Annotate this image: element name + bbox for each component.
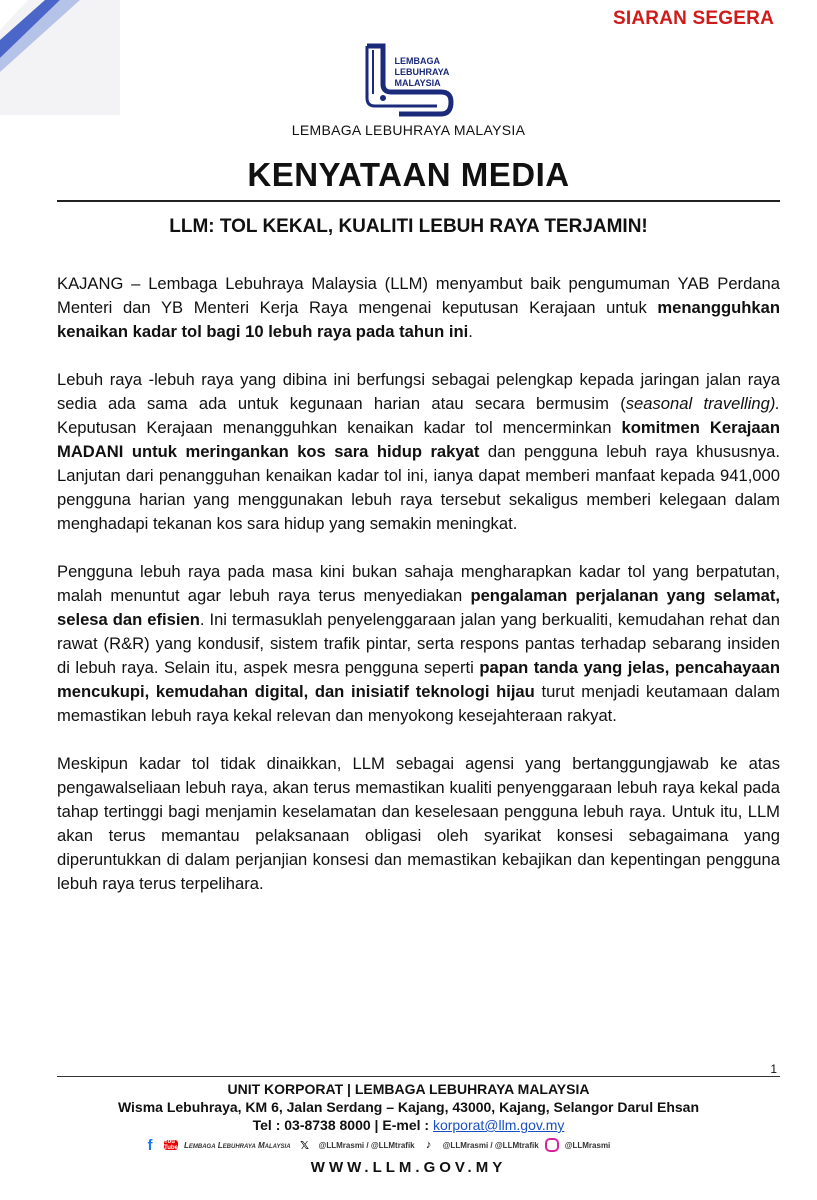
email-link[interactable]: korporat@llm.gov.my	[432, 1117, 565, 1133]
instagram-handle[interactable]: @LLMrasmi	[564, 1140, 611, 1150]
p3-text-2: . Ini termasuklah penyelenggaraan jalan yang berkualiti, kemudahan rehat dan rawat (R&R) yang kondusif, sistem trafik pintar, serta respons pantas terhadap sebarang insiden di lebuh raya. Selain itu, aspek mesra pengguna seperti	[57, 610, 780, 677]
p2-bold: komitmen Kerajaan MADANI untuk meringankan kos sara hidup rakyat	[57, 418, 780, 461]
title-divider	[57, 200, 780, 202]
p3-text: Pengguna lebuh raya pada masa kini bukan sahaja mengharapkan kadar tol yang berpatutan, malah menuntut agar lebuh raya terus menyediakan	[57, 562, 780, 605]
org-name: LEMBAGA LEBUHRAYA MALAYSIA	[291, 122, 526, 138]
facebook-icon[interactable]: f	[147, 1136, 153, 1154]
paragraph-2	[57, 368, 780, 536]
p2-text-3: dan pengguna lebuh raya khususnya. Lanjutan dari penangguhan kenaikan kadar tol ini, ianya dapat memberi manfaat kepada 941,000 pengguna harian yang menggunakan lebuh raya tersebut sekaligus memberi kelegaan dalam menghadapi tekanan kos sara hidup yang semakin meningkat.	[57, 442, 780, 533]
footer-unit: UNIT KORPORAT | LEMBAGA LEBUHRAYA MALAYSIA	[227, 1081, 590, 1097]
tiktok-handle[interactable]: @LLMrasmi / @LLMtrafik	[442, 1140, 539, 1150]
x-icon[interactable]: 𝕏	[300, 1139, 309, 1152]
press-release-tag: SIARAN SEGERA	[613, 8, 774, 29]
p2-italic: seasonal travelling).	[625, 394, 781, 413]
logo-text	[395, 56, 450, 89]
p3-text-3: turut menjadi keutamaan dalam memastikan lebuh raya kekal relevan dan menyokong kesejahteraan rakyat.	[57, 682, 780, 725]
tiktok-icon[interactable]: ♪	[425, 1139, 432, 1151]
page-number: 1	[770, 1062, 777, 1076]
footer-contact	[0, 1117, 817, 1133]
p1-end: .	[468, 322, 473, 341]
facebook-name[interactable]: Lembaga Lebuhraya Malaysia	[184, 1140, 291, 1150]
logo-line-3: MALAYSIA	[394, 78, 441, 88]
paragraph-1	[57, 272, 780, 344]
social-links	[142, 1135, 610, 1155]
p1-text: KAJANG – Lembaga Lebuhraya Malaysia (LLM) menyambut baik pengumuman YAB Perdana Menteri dan YB Menteri Kerja Raya mengenai keputusan Kerajaan untuk	[57, 274, 780, 317]
p2-text: Lebuh raya -lebuh raya yang dibina ini berfungsi sebagai pelengkap kepada jaringan jalan raya sedia ada sama ada untuk kegunaan harian atau secara bermusim (	[57, 370, 780, 413]
logo	[0, 40, 817, 125]
logo-line-1: LEMBAGA	[394, 56, 440, 66]
document-title: KENYATAAN MEDIA	[247, 156, 570, 193]
website-link[interactable]: WWW.LLM.GOV.MY	[310, 1159, 507, 1176]
paragraph-3	[57, 560, 780, 728]
footer-divider	[57, 1076, 780, 1077]
document-subtitle: LLM: TOL KEKAL, KUALITI LEBUH RAYA TERJAMIN!	[169, 216, 648, 237]
body-text	[57, 272, 780, 920]
p1-bold: menangguhkan kenaikan kadar tol bagi 10 lebuh raya pada tahun ini	[57, 298, 780, 341]
footer-tel: Tel : 03-8738 8000 | E-mel :	[252, 1117, 433, 1133]
p3-bold-2: papan tanda yang jelas, pencahayaan mencukupi, kemudahan digital, dan inisiatif teknologi hijau	[57, 658, 780, 701]
youtube-icon[interactable]: You Tube	[164, 1139, 178, 1151]
paragraph-4: Meskipun kadar tol tidak dinaikkan, LLM sebagai agensi yang bertanggungjawab ke atas pengawalseliaan lebuh raya, akan terus memastikan kualiti penyenggaraan lebuh raya kekal pada tahap tertinggi bagi menjamin keselamatan dan keselesaan pengguna lebuh raya. Untuk itu, LLM akan terus memantau pelaksanaan obligasi oleh syarikat konsesi sebagaimana yang diperuntukkan di dalam perjanjian konsesi dan memastikan kebajikan dan kepentingan pengguna lebuh raya terus terpelihara.	[57, 754, 780, 893]
p3-bold-1: pengalaman perjalanan yang selamat, selesa dan efisien	[57, 586, 780, 629]
footer-address: Wisma Lebuhraya, KM 6, Jalan Serdang – Kajang, 43000, Kajang, Selangor Darul Ehsan	[117, 1099, 700, 1115]
x-handle[interactable]: @LLMrasmi / @LLMtrafik	[318, 1140, 415, 1150]
logo-line-2: LEBUHRAYA	[394, 67, 450, 77]
instagram-icon[interactable]	[545, 1138, 559, 1152]
p2-text-2: Keputusan Kerajaan menangguhkan kenaikan kadar tol mencerminkan	[57, 418, 622, 437]
